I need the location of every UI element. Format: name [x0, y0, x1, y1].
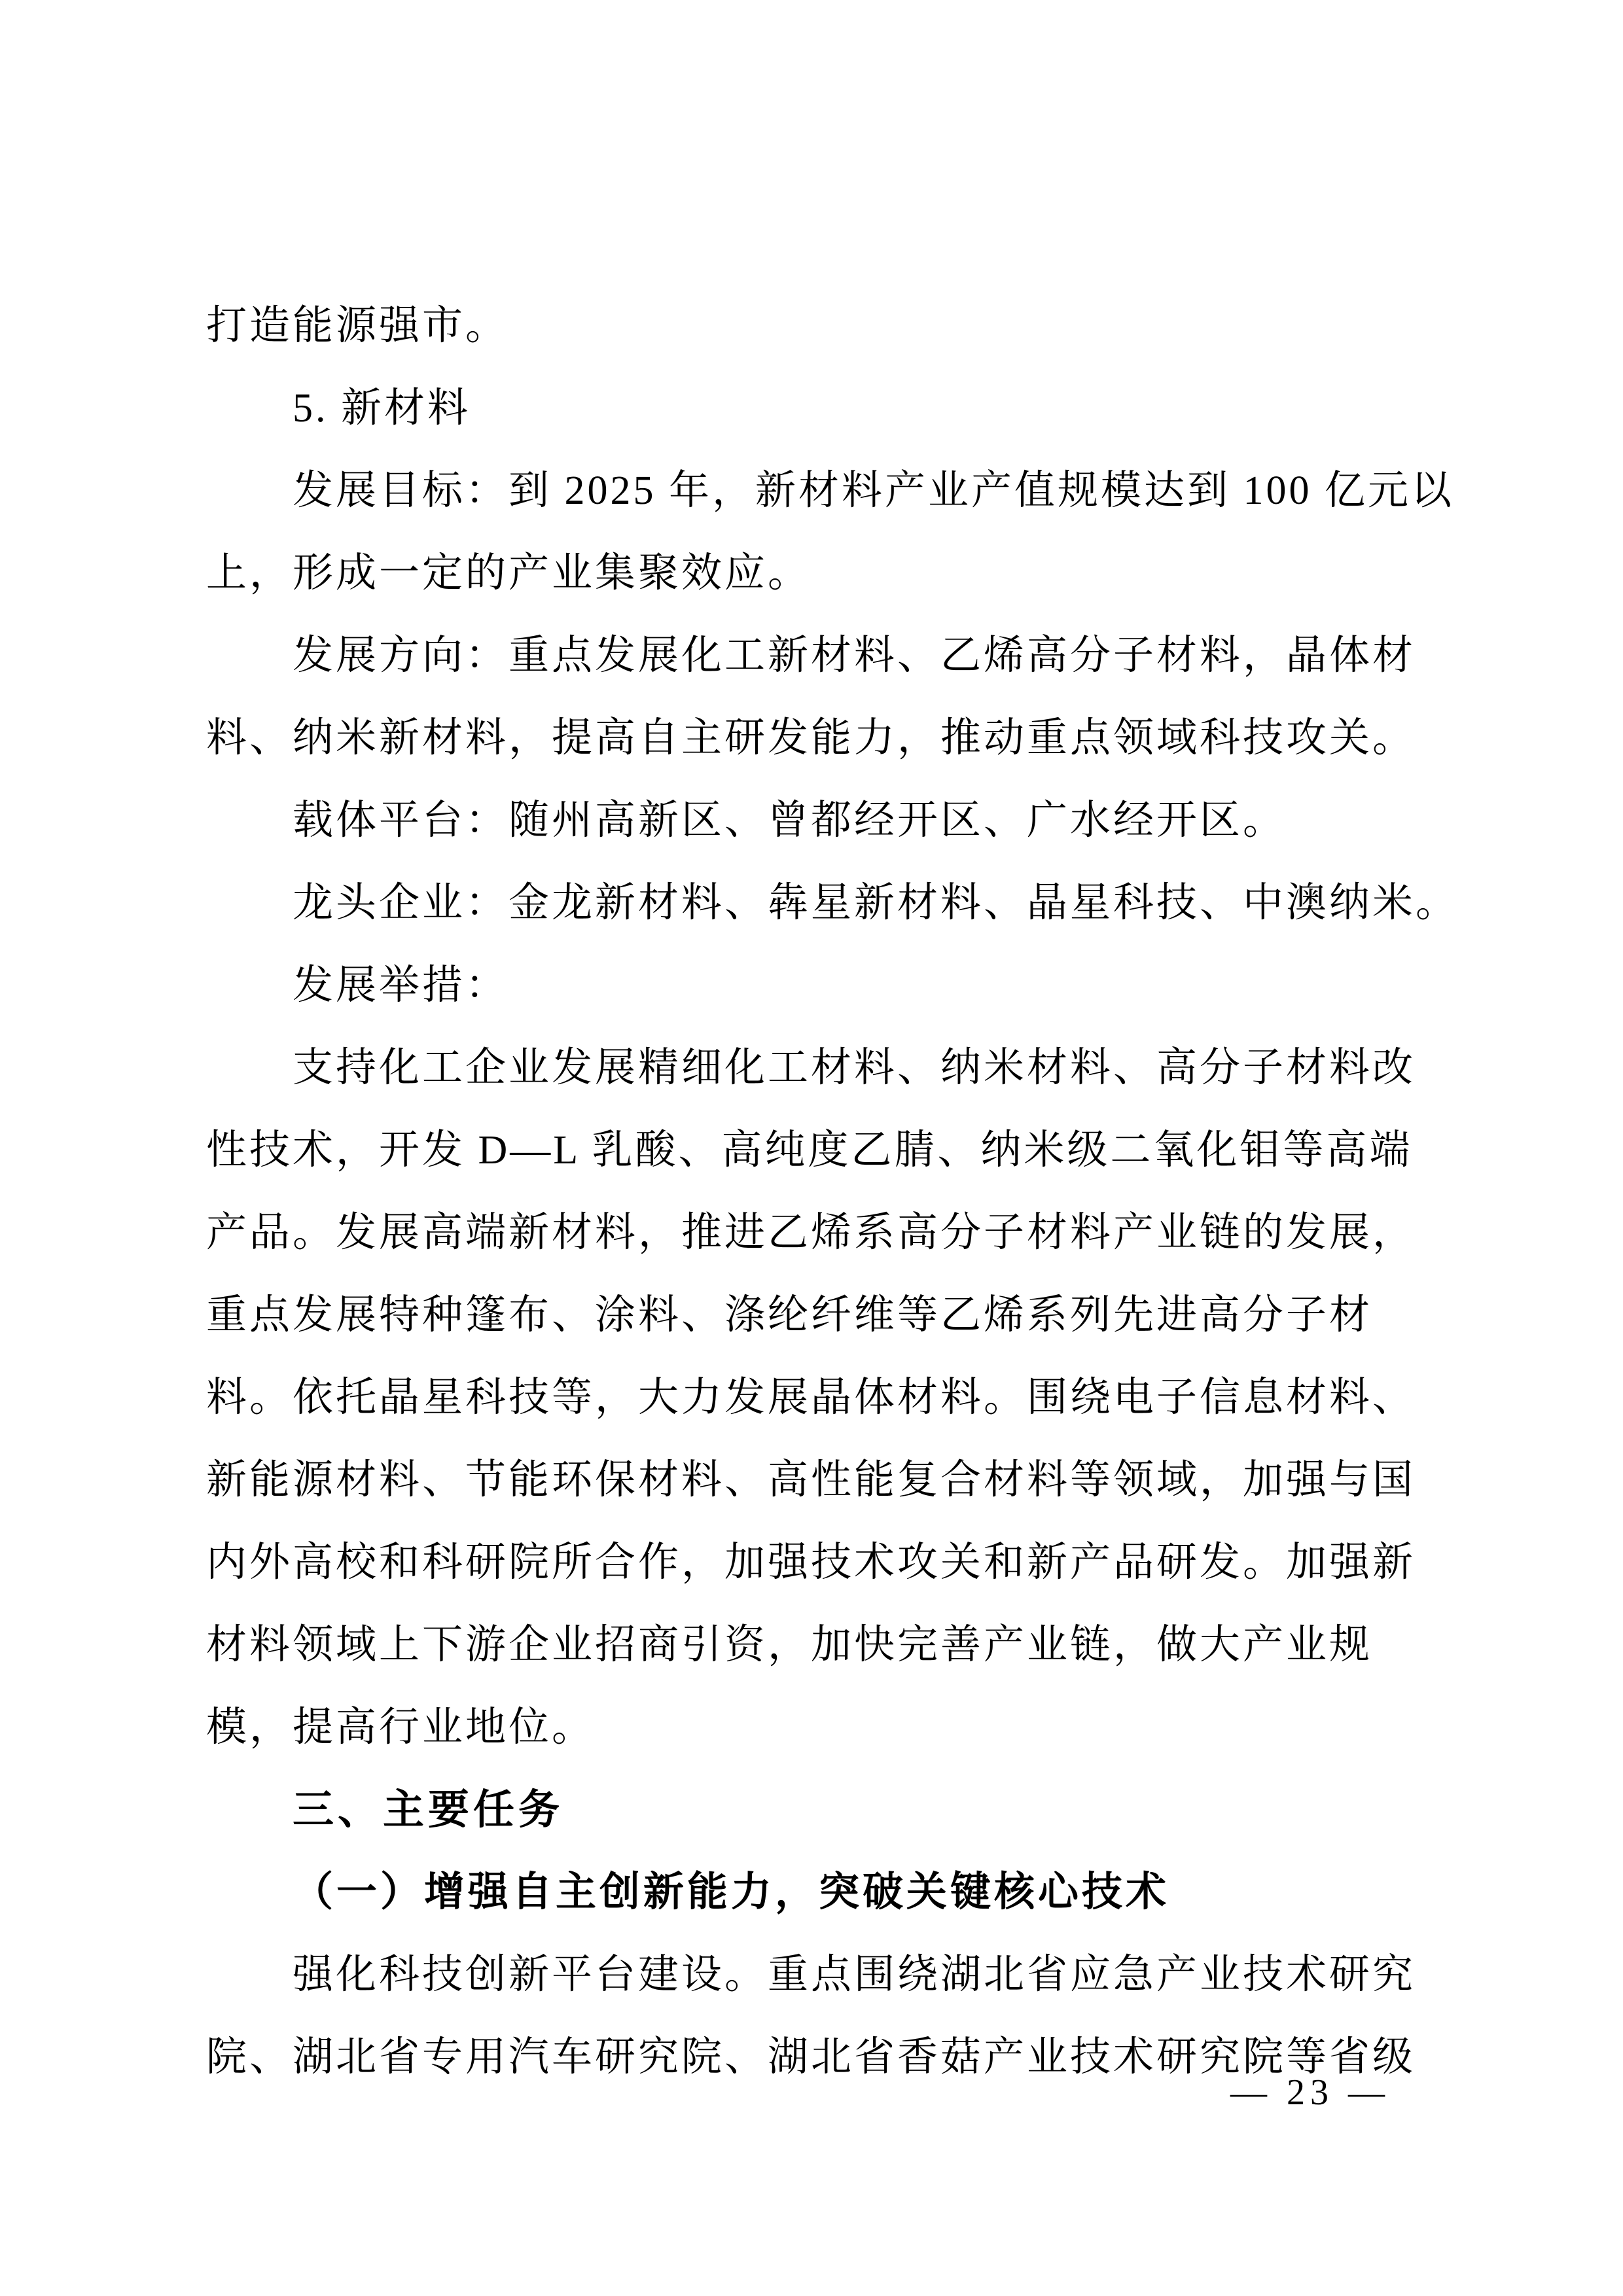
paragraph-line: 重点发展特种篷布、涂料、涤纶纤维等乙烯系列先进高分子材: [206, 1293, 1373, 1337]
page-number: — 23 —: [1230, 2072, 1390, 2113]
paragraph-line: 料、纳米新材料，提高自主研发能力，推动重点领域科技攻关。: [206, 716, 1416, 760]
paragraph-line-carrier-platform: 载体平台：随州高新区、曾都经开区、广水经开区。: [293, 798, 1287, 843]
paragraph-line: 院、湖北省专用汽车研究院、湖北省香菇产业技术研究院等省级: [206, 2035, 1416, 2079]
paragraph-line: 性技术，开发 D—L 乳酸、高纯度乙腈、纳米级二氧化钼等高端: [206, 1128, 1413, 1173]
paragraph-line-development-measures: 发展举措：: [293, 963, 509, 1008]
paragraph-line: 支持化工企业发展精细化工材料、纳米材料、高分子材料改: [293, 1046, 1416, 1090]
paragraph-line: 打造能源强市。: [206, 304, 509, 348]
paragraph-line: 强化科技创新平台建设。重点围绕湖北省应急产业技术研究: [293, 1952, 1416, 1997]
paragraph-line: 产品。发展高端新材料，推进乙烯系高分子材料产业链的发展，: [206, 1210, 1416, 1255]
paragraph-line: 料。依托晶星科技等，大力发展晶体材料。围绕电子信息材料、: [206, 1375, 1416, 1420]
paragraph-line-development-goal: 发展目标：到 2025 年，新材料产业产值规模达到 100 亿元以: [293, 468, 1455, 513]
heading-new-materials: 5. 新材料: [293, 386, 471, 431]
section-heading-main-tasks: 三、主要任务: [293, 1787, 563, 1833]
paragraph-line: 新能源材料、节能环保材料、高性能复合材料等领域，加强与国: [206, 1458, 1416, 1502]
paragraph-line: 上，形成一定的产业集聚效应。: [206, 551, 812, 595]
paragraph-line-leading-enterprises: 龙头企业：金龙新材料、犇星新材料、晶星科技、中澳纳米。: [293, 881, 1459, 925]
paragraph-line-development-direction: 发展方向：重点发展化工新材料、乙烯高分子材料，晶体材: [293, 633, 1416, 678]
document-body: [206, 285, 1459, 2098]
paragraph-line: 材料领域上下游企业招商引资，加快完善产业链，做大产业规: [206, 1623, 1373, 1667]
subsection-heading-innovation: （一）增强自主创新能力，突破关键核心技术: [293, 1870, 1170, 1915]
paragraph-line: 内外高校和科研院所合作，加强技术攻关和新产品研发。加强新: [206, 1540, 1416, 1585]
paragraph-line: 模，提高行业地位。: [206, 1705, 596, 1750]
